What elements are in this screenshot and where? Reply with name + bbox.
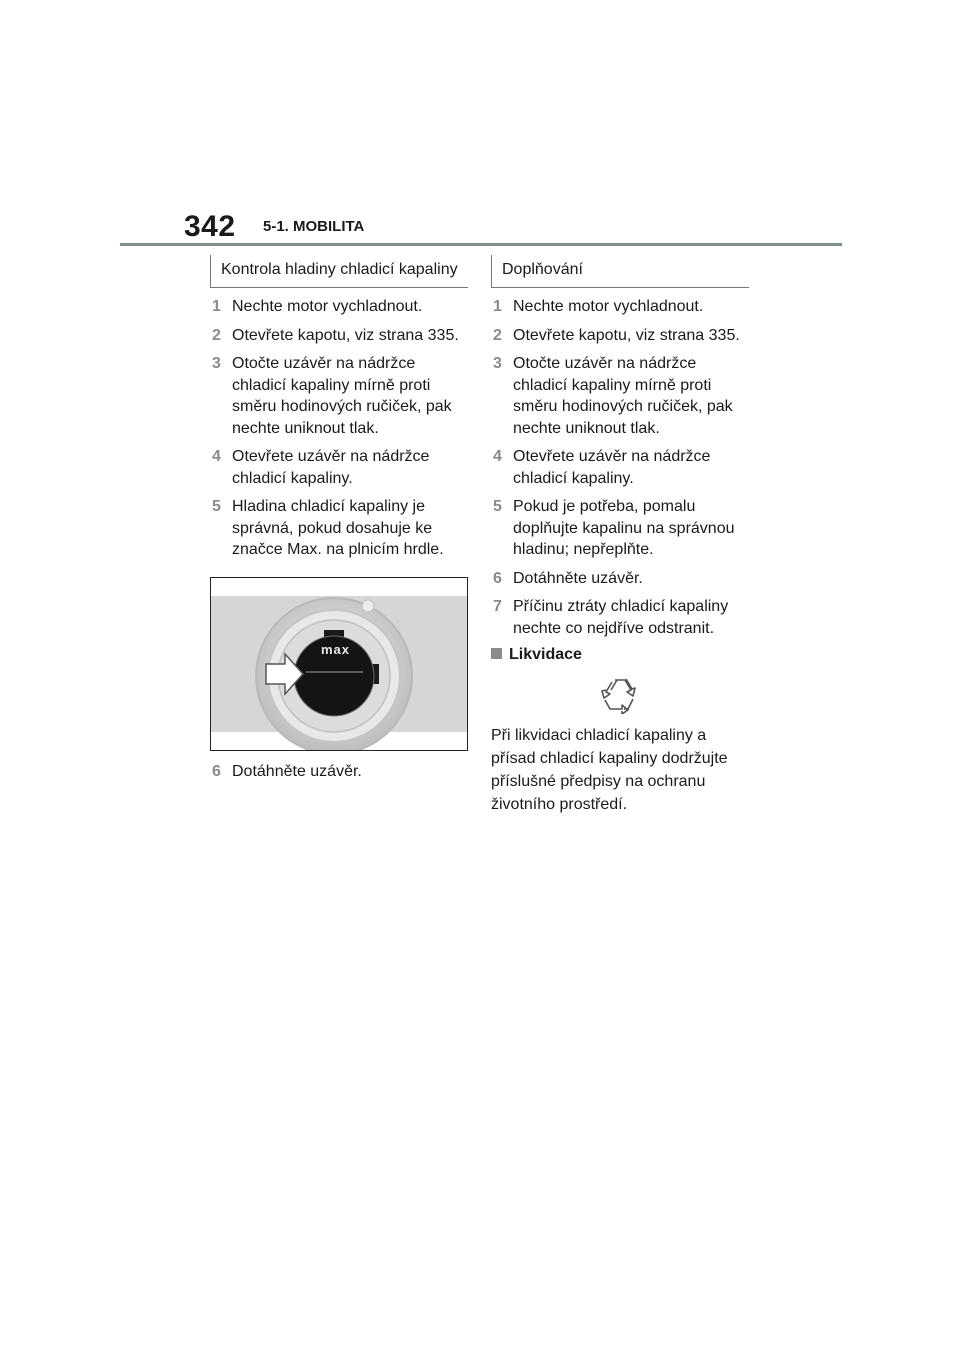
page-header	[0, 0, 960, 250]
step-number: 6	[212, 762, 221, 780]
step-number: 5	[493, 498, 502, 515]
left-step	[210, 296, 468, 318]
header-rule	[120, 243, 842, 246]
step-text: Otočte uzávěr na nádržce chladicí kapaliny mírně proti směru hodinových ručiček, pak nechte uniknout tlak.	[232, 355, 452, 437]
right-step	[491, 325, 749, 347]
disposal-text: Při likvidaci chladicí kapaliny a přísad chladicí kapaliny dodržujte příslušné předpisy na ochranu životního prostředí.	[491, 727, 728, 813]
step-number: 1	[212, 298, 221, 315]
step-number: 3	[493, 355, 502, 372]
step-text: Nechte motor vychladnout.	[513, 298, 704, 315]
right-heading: Doplňování	[491, 255, 749, 288]
step-number: 2	[493, 326, 502, 344]
left-step	[210, 325, 468, 347]
coolant-cap-figure	[210, 577, 468, 751]
disposal-title-text: Likvidace	[509, 646, 582, 663]
step-number: 4	[493, 448, 502, 465]
step-text: Otevřete uzávěr na nádržce chladicí kapaliny.	[513, 448, 711, 487]
right-step	[491, 446, 749, 489]
right-step	[491, 568, 749, 590]
disposal-title	[491, 646, 749, 664]
step-text: Pokud je potřeba, pomalu doplňujte kapalinu na správnou hladinu; nepřeplňte.	[513, 498, 735, 558]
step-text: Nechte motor vychladnout.	[232, 298, 423, 315]
step-number: 7	[493, 598, 502, 615]
right-step	[491, 296, 749, 318]
page-number: 342	[184, 210, 236, 243]
right-step	[491, 596, 749, 639]
step-text: Příčinu ztráty chladicí kapaliny nechte co nejdříve odstranit.	[513, 598, 729, 637]
step-text: Otevřete kapotu, viz strana 335.	[513, 326, 740, 344]
step-number: 4	[212, 448, 221, 465]
step-text: Hladina chladicí kapaliny je správná, pokud dosahuje ke značce Max. na plnicím hrdle.	[232, 498, 444, 558]
left-step	[210, 353, 468, 439]
left-column	[210, 255, 468, 789]
recycle-icon	[491, 676, 749, 716]
step-text: Otevřete uzávěr na nádržce chladicí kapaliny.	[232, 448, 430, 487]
section-title: 5-1. MOBILITA	[263, 218, 365, 235]
left-step	[210, 761, 468, 783]
step-number: 6	[493, 569, 502, 587]
max-label: max	[321, 641, 351, 657]
right-step	[491, 496, 749, 561]
step-number: 2	[212, 326, 221, 344]
step-text: Dotáhněte uzávěr.	[513, 569, 643, 587]
step-number: 3	[212, 355, 221, 372]
step-text: Otočte uzávěr na nádržce chladicí kapaliny mírně proti směru hodinových ručiček, pak nechte uniknout tlak.	[513, 355, 733, 437]
right-column	[491, 255, 749, 816]
step-text: Otevřete kapotu, viz strana 335.	[232, 326, 459, 344]
left-step	[210, 496, 468, 561]
step-number: 5	[212, 498, 221, 515]
step-text: Dotáhněte uzávěr.	[232, 762, 362, 780]
right-step	[491, 353, 749, 439]
left-step	[210, 446, 468, 489]
left-heading: Kontrola hladiny chladicí kapaliny	[210, 255, 468, 288]
square-bullet-icon	[491, 648, 502, 659]
step-number: 1	[493, 298, 502, 315]
